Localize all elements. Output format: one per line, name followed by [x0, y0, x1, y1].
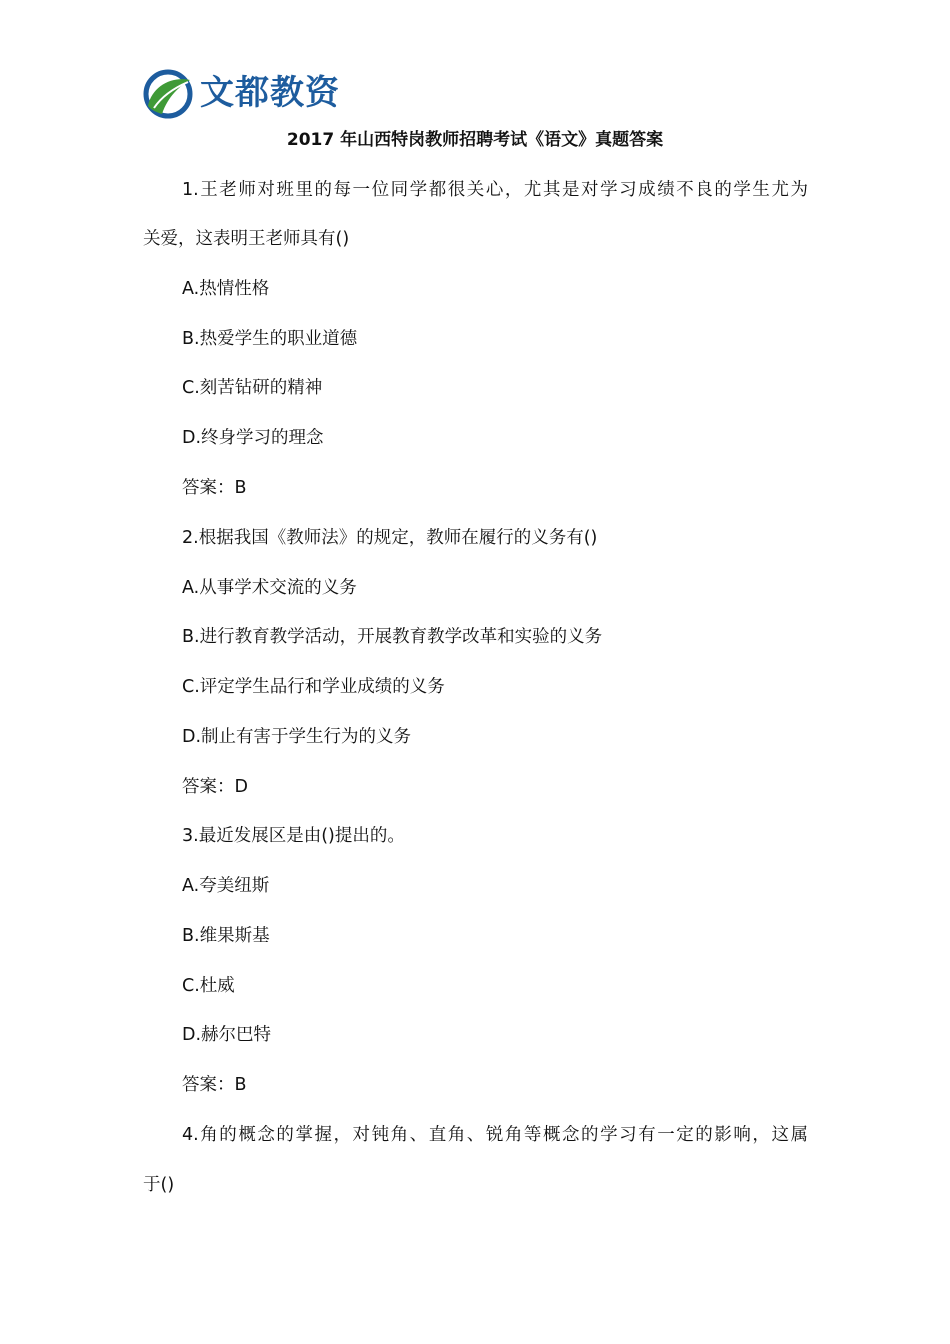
- q1-option-c: C.刻苦钻研的精神: [182, 378, 323, 398]
- question-4-stem-cont: 于(): [143, 1175, 175, 1195]
- q2-answer: 答案：D: [182, 777, 248, 797]
- q1-option-b: B.热爱学生的职业道德: [182, 329, 358, 349]
- q3-option-b: B.维果斯基: [182, 926, 270, 946]
- q3-option-d: D.赫尔巴特: [182, 1025, 272, 1045]
- q2-option-c: C.评定学生品行和学业成绩的义务: [182, 677, 445, 697]
- page-title: 2017 年山西特岗教师招聘考试《语文》真题答案: [286, 130, 664, 150]
- q1-option-a: A.热情性格: [182, 279, 270, 299]
- question-3-stem: 3.最近发展区是由()提出的。: [182, 826, 405, 846]
- q1-option-d: D.终身学习的理念: [182, 428, 324, 448]
- question-1-stem: 1.王老师对班里的每一位同学都很关心，尤其是对学习成绩不良的学生尤为: [182, 180, 808, 200]
- question-2-stem: 2.根据我国《教师法》的规定，教师在履行的义务有(): [182, 528, 598, 548]
- leaf-logo-icon: [142, 66, 194, 120]
- q3-option-c: C.杜威: [182, 976, 235, 996]
- q3-option-a: A.夸美纽斯: [182, 876, 270, 896]
- q3-answer: 答案：B: [182, 1075, 247, 1095]
- logo-text: 文都教资: [200, 73, 340, 113]
- logo: [142, 66, 340, 120]
- q2-option-a: A.从事学术交流的义务: [182, 578, 357, 598]
- q2-option-d: D.制止有害于学生行为的义务: [182, 727, 412, 747]
- question-4-stem: 4.角的概念的掌握，对钝角、直角、锐角等概念的学习有一定的影响，这属: [182, 1125, 808, 1145]
- q2-option-b: B.进行教育教学活动，开展教育教学改革和实验的义务: [182, 627, 603, 647]
- question-1-stem-cont: 关爱，这表明王老师具有(): [143, 229, 350, 249]
- q1-answer: 答案：B: [182, 478, 247, 498]
